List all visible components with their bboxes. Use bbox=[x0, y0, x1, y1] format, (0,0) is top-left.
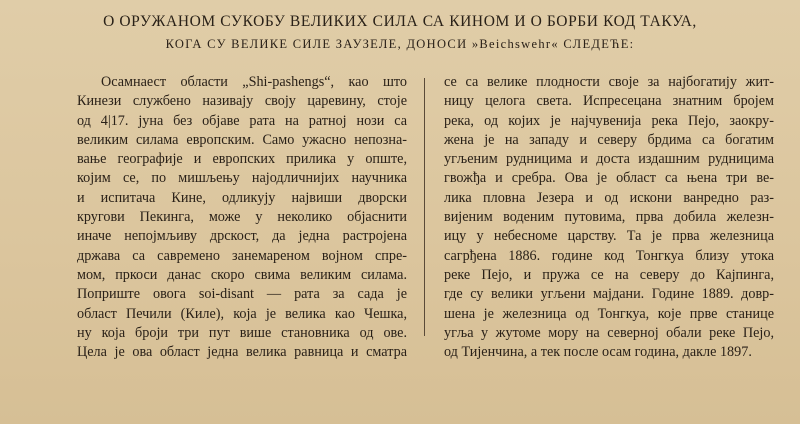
text-line: ицу у небесноме царству. Та је прва железница bbox=[444, 228, 774, 245]
text-line: шена је железница од Тонгкуа, које прве станице bbox=[444, 305, 774, 322]
text-line: Кинези службено називају своју царевину, стоје bbox=[77, 93, 407, 110]
text-line: сагрђена 1886. године код Тонгкуа близу утока bbox=[444, 247, 774, 264]
text-line: Поприште овога soi-disant — рата за сада је bbox=[77, 286, 407, 303]
text-line: вијеним воденим путовима, прва добила железн- bbox=[444, 209, 774, 226]
text-line: Цела је ова област једна велика равница и сматра bbox=[77, 344, 407, 361]
article-title: О ОРУЖАНОМ СУКОБУ ВЕЛИКИХ СИЛА СА КИНОМ И О БОРБИ КОД ТАКУА, bbox=[103, 13, 697, 30]
text-line: област Печили (Киле), која је велика као Чешка, bbox=[77, 305, 407, 322]
text-line: кругови Пекинга, може у неколико објаснити bbox=[77, 209, 407, 226]
text-line: ну која броји три пут више становника од ове. bbox=[77, 324, 407, 341]
text-line: где су велики угљени мајдани. Године 1889. довр- bbox=[444, 286, 774, 303]
text-line: и испитача Кине, одликују највиши дворски bbox=[77, 189, 407, 206]
text-line: жена је на западу и северу брдима са богатим bbox=[444, 131, 774, 148]
text-line: држава са савремено занемареном војном спре- bbox=[77, 247, 407, 264]
article-subtitle: КОГА СУ ВЕЛИКЕ СИЛЕ ЗАУЗЕЛЕ, ДОНОСИ »Beichswehr« СЛЕДЕЋЕ: bbox=[165, 37, 635, 51]
text-line: ницу целога света. Испресецана знатним бројем bbox=[444, 93, 774, 110]
text-line: Осамнаест области „Shi-pashengs“, као што bbox=[101, 74, 407, 90]
text-line: гвожђа и сребра. Ова је област са њена три ве- bbox=[444, 170, 774, 187]
left-column bbox=[77, 73, 407, 362]
text-line: мом, пркоси данас скоро свима великим силама. bbox=[77, 266, 407, 283]
text-line: се са велике плодности своје за најбогатију жит- bbox=[444, 74, 774, 90]
text-line: лика пловна Језера и од искони ванредно раз- bbox=[444, 189, 774, 206]
text-line: иначе непојмљиву дрскост, да једна растројена bbox=[77, 228, 407, 245]
text-line: реке Пејо, и пружа се на северу до Кајпинга, bbox=[444, 266, 774, 283]
text-line: река, од којих је најчувенија река Пејо, заокру- bbox=[444, 112, 774, 129]
text-line: од Тијенчина, а тек после осам година, дакле 1897. bbox=[444, 344, 752, 361]
text-line: угља у жутоме мору на северној обали реке Пејо, bbox=[444, 324, 774, 341]
text-line: вање географије и европских прилика у опште, bbox=[77, 151, 407, 168]
column-divider bbox=[424, 78, 425, 336]
right-column bbox=[444, 73, 774, 362]
text-line: угљеним рудницима и доста издашним рудницима bbox=[444, 151, 774, 168]
text-line: од 4|17. јуна без објаве рата на ратној нози са bbox=[77, 112, 407, 129]
text-line: којим се, по мишљењу најодличнијих научника bbox=[77, 170, 407, 187]
text-line: великим силама европским. Само ужасно непозна- bbox=[77, 131, 407, 148]
